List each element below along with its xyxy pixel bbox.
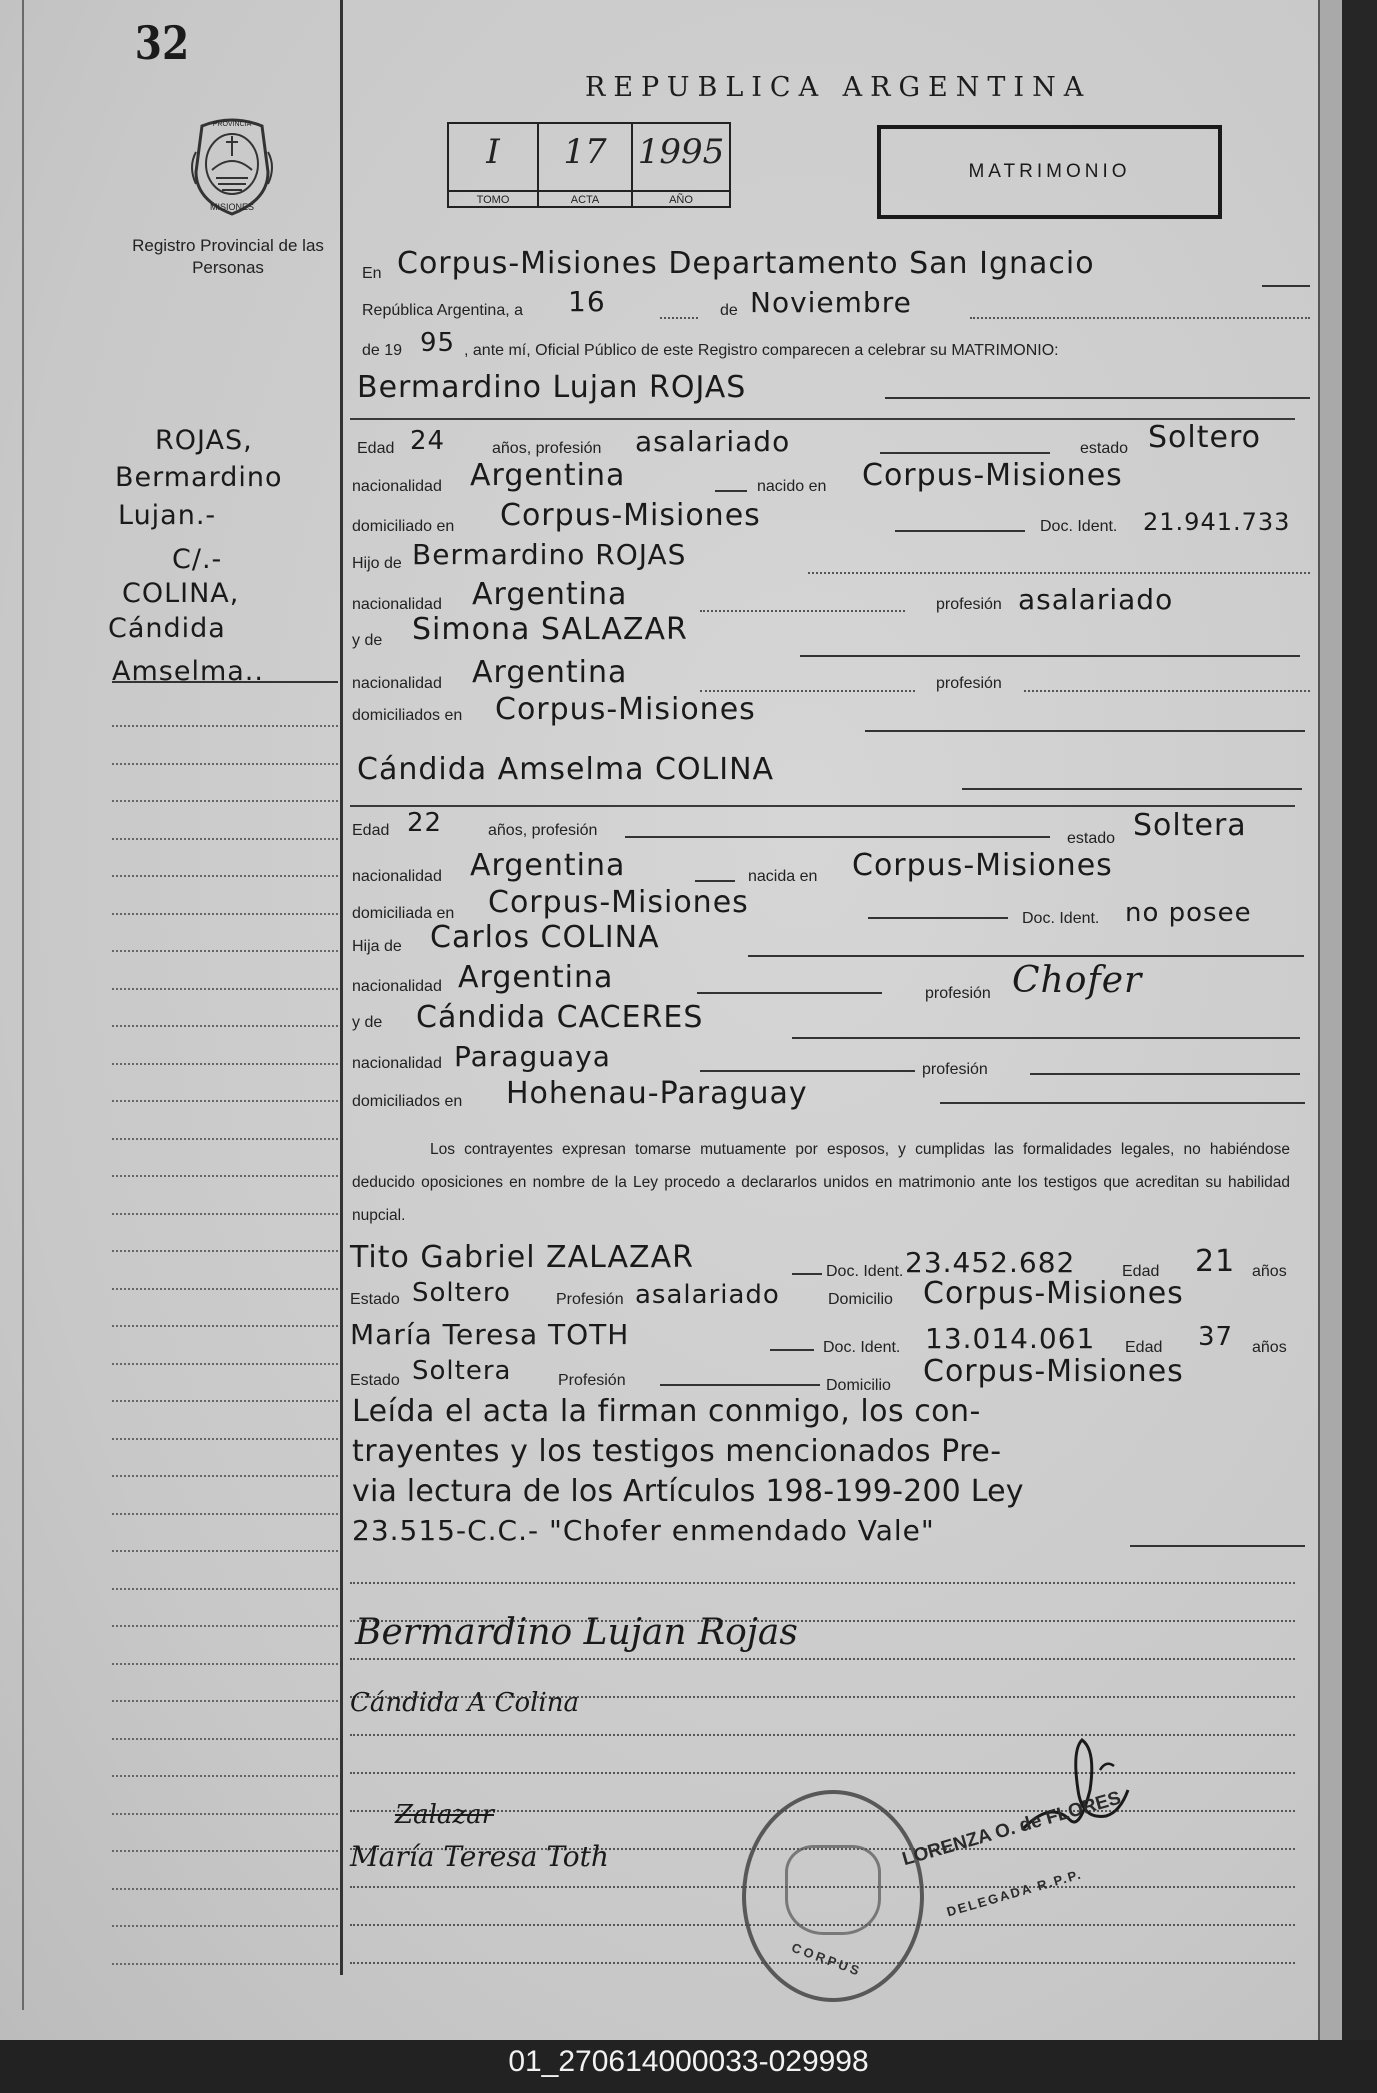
bride-nationality: Argentina: [470, 848, 626, 883]
groom-residence: Corpus-Misiones: [500, 498, 761, 533]
witness1-name: Tito Gabriel ZALAZAR: [350, 1240, 694, 1275]
stamp-officer-role: DELEGADA R.P.P.: [945, 1866, 1084, 1920]
witness2-signature: María Teresa Toth: [350, 1840, 609, 1873]
witness2-name: María Teresa TOTH: [350, 1318, 630, 1351]
margin-line: [112, 838, 338, 840]
registry-name: Registro Provincial de las Personas: [132, 236, 324, 277]
margin-note-line-3: Lujan.-: [118, 500, 217, 531]
fill-line: [1024, 690, 1310, 692]
margin-line: [112, 1400, 338, 1402]
witness2-prof-label: Profesión: [558, 1372, 626, 1389]
republic-label: República Argentina, a: [362, 302, 523, 319]
fill-line: [792, 1037, 1300, 1039]
groom-mother-nat-label: nacionalidad: [352, 675, 442, 692]
groom-father-nationality: Argentina: [472, 577, 628, 612]
fill-line: [770, 1349, 814, 1351]
column-divider: [340, 0, 343, 1975]
ano-cell: [633, 124, 729, 208]
fill-line: [700, 1070, 915, 1072]
groom-parents-res-label: domiciliados en: [352, 707, 463, 724]
margin-line: [112, 1250, 338, 1252]
fill-line: [962, 788, 1302, 790]
tomo-label: TOMO: [449, 190, 537, 206]
bride-signature: Cándida A Colina: [350, 1688, 579, 1718]
fill-line: [1130, 1545, 1305, 1547]
bride-hija-label: Hija de: [352, 938, 402, 955]
groom-father-prof-label: profesión: [936, 596, 1002, 613]
ano-value: 1995: [637, 132, 725, 172]
bride-father-profession: Chofer: [1012, 960, 1143, 1001]
fill-line: [660, 1384, 820, 1386]
bride-doc-label: Doc. Ident.: [1022, 910, 1100, 927]
witness1-doc-label: Doc. Ident.: [826, 1263, 904, 1280]
bride-domicilio-label: domiciliada en: [352, 905, 455, 922]
section-rule: [350, 805, 1295, 807]
en-label: En: [362, 265, 382, 282]
de-label: de: [720, 302, 738, 319]
fill-line: [865, 730, 1305, 732]
margin-line: [112, 950, 338, 952]
closing-note-line-1: Leída el acta la firman conmigo, los con-: [352, 1394, 981, 1429]
margin-line: [112, 1700, 338, 1702]
margin-line: [112, 1100, 338, 1102]
groom-estado-label: estado: [1080, 440, 1129, 457]
closing-note-line-4: 23.515-C.C.- "Chofer enmendado Vale": [352, 1514, 935, 1547]
ano-label: AÑO: [633, 190, 729, 206]
fill-line: [940, 1102, 1305, 1104]
bride-father-nat-label: nacionalidad: [352, 978, 442, 995]
ruled-line: [350, 1772, 1295, 1774]
stamp-officer-name: LORENZA O. de FLORES: [900, 1787, 1124, 1871]
margin-line: [112, 1175, 338, 1177]
fill-line: [970, 317, 1310, 319]
bride-estado-label: estado: [1067, 830, 1116, 847]
witness1-age: 21: [1195, 1244, 1236, 1279]
margin-line: [112, 988, 338, 990]
bride-age: 22: [407, 808, 443, 838]
margin-rule: [22, 0, 24, 2010]
groom-name: Bermardino Lujan ROJAS: [357, 370, 747, 405]
country-header: REPUBLICA ARGENTINA: [585, 72, 1092, 103]
fill-line: [1262, 285, 1310, 287]
witness1-signature: Zalazar: [395, 1800, 495, 1830]
margin-line: [112, 1475, 338, 1477]
witness2-status: Soltera: [412, 1356, 512, 1386]
margin-line: [112, 1625, 338, 1627]
witness1-status: Soltero: [412, 1278, 511, 1308]
groom-parents-residence: Corpus-Misiones: [495, 692, 756, 727]
tomo-value: I: [486, 132, 500, 172]
witness2-age: 37: [1198, 1322, 1234, 1352]
fill-line: [748, 955, 1304, 957]
margin-line: [112, 1663, 338, 1665]
witness1-estado-label: Estado: [350, 1291, 400, 1308]
groom-doc-label: Doc. Ident.: [1040, 518, 1118, 535]
margin-line: [112, 763, 338, 765]
place: Corpus-Misiones Departamento San Ignacio: [397, 246, 1095, 281]
stamp-oval-text: CORPUS: [789, 1939, 864, 1980]
margin-line: [112, 1513, 338, 1515]
day: 16: [568, 285, 606, 318]
acta-value: 17: [563, 132, 607, 172]
witness1-dom-label: Domicilio: [828, 1291, 893, 1308]
fill-line: [895, 530, 1025, 532]
groom-nationality: Argentina: [470, 458, 626, 493]
year-label: de 19: [362, 342, 403, 359]
bride-mother-nat-label: nacionalidad: [352, 1055, 442, 1072]
margin-note-line-1: ROJAS,: [155, 425, 253, 456]
margin-line: [112, 1025, 338, 1027]
groom-mother: Simona SALAZAR: [412, 612, 688, 647]
closing-note-line-3: via lectura de los Artículos 198-199-200 Ley: [352, 1474, 1024, 1509]
margin-note-line-7: Amselma..: [112, 656, 264, 687]
margin-line: [112, 1288, 338, 1290]
bride-nacionalidad-label: nacionalidad: [352, 868, 442, 885]
witness2-anos-label: años: [1252, 1339, 1287, 1356]
year: 95: [420, 328, 456, 358]
declaration-text: Los contrayentes expresan tomarse mutuamente por esposos, y cumplidas las formalidades legales, no habiéndose deducido oposiciones en nombre de la Ley procedo a declararlos unidos en matrimonio ante los testigos que acreditan su habilidad nupcial.: [352, 1141, 1290, 1224]
margin-line: [112, 1813, 338, 1815]
groom-document: 21.941.733: [1143, 508, 1291, 536]
margin-line: [112, 1963, 338, 1965]
fill-line: [880, 452, 1050, 454]
groom-father-profession: asalariado: [1018, 583, 1174, 616]
margin-note-underline: [112, 681, 338, 683]
bride-birthplace: Corpus-Misiones: [852, 848, 1113, 883]
bride-nacida-label: nacida en: [748, 868, 818, 885]
closing-note-line-2: trayentes y los testigos mencionados Pre-: [352, 1434, 1002, 1469]
margin-line: [112, 1588, 338, 1590]
groom-age: 24: [410, 426, 446, 456]
margin-note-line-2: Bermardino: [115, 462, 283, 493]
margin-line: [112, 1363, 338, 1365]
bride-status: Soltera: [1133, 808, 1247, 843]
witness2-estado-label: Estado: [350, 1372, 400, 1389]
record-type-box: MATRIMONIO: [877, 125, 1222, 219]
tomo-cell: [449, 124, 539, 208]
margin-line: [112, 913, 338, 915]
witness1-profession: asalariado: [635, 1280, 780, 1310]
bride-parents-res-label: domiciliados en: [352, 1093, 463, 1110]
margin-line: [112, 1925, 338, 1927]
witness2-dom-label: Domicilio: [826, 1377, 891, 1394]
bride-y-de-label: y de: [352, 1014, 383, 1031]
groom-y-de-label: y de: [352, 632, 383, 649]
margin-note-line-6: Cándida: [108, 613, 226, 644]
witness2-doc-label: Doc. Ident.: [823, 1339, 901, 1356]
bride-father-nationality: Argentina: [458, 960, 614, 995]
witness1-document: 23.452.682: [905, 1246, 1076, 1279]
provincial-seal-icon: [182, 112, 282, 218]
ruled-line: [350, 1734, 1295, 1736]
margin-line: [112, 1213, 338, 1215]
groom-profesion-label: años, profesión: [492, 440, 602, 457]
witness2-residence: Corpus-Misiones: [923, 1354, 1184, 1389]
fill-line: [625, 836, 1050, 838]
groom-signature: Bermardino Lujan Rojas: [355, 1612, 798, 1653]
witness1-prof-label: Profesión: [556, 1291, 624, 1308]
groom-nacionalidad-label: nacionalidad: [352, 478, 442, 495]
acta-cell: [539, 124, 633, 208]
margin-line: [112, 1138, 338, 1140]
seal-top-text: PROVINCIA: [212, 121, 252, 128]
fill-line: [695, 880, 735, 882]
groom-father: Bermardino ROJAS: [412, 538, 687, 571]
stamp-emblem-icon: [785, 1845, 881, 1935]
fill-line: [800, 655, 1300, 657]
bride-mother: Cándida CACERES: [416, 1000, 704, 1035]
fill-line: [808, 572, 1310, 574]
page-number: 32: [134, 16, 190, 70]
fill-line: [1030, 1073, 1300, 1075]
statement: , ante mí, Oficial Público de este Registro comparecen a celebrar su MATRIMONIO:: [464, 342, 1059, 359]
margin-line: [112, 1850, 338, 1852]
margin-line: [112, 875, 338, 877]
margin-line: [112, 725, 338, 727]
seal-caption: MISIONES: [209, 202, 255, 212]
margin-note-line-4: C/.-: [172, 544, 223, 575]
groom-nacido-label: nacido en: [757, 478, 827, 495]
margin-line: [112, 1063, 338, 1065]
fill-line: [792, 1273, 822, 1275]
groom-father-nat-label: nacionalidad: [352, 596, 442, 613]
groom-birthplace: Corpus-Misiones: [862, 458, 1123, 493]
groom-mother-prof-label: profesión: [936, 675, 1002, 692]
bride-mother-nationality: Paraguaya: [454, 1040, 611, 1073]
fill-line: [697, 992, 882, 994]
acta-label: ACTA: [539, 190, 631, 206]
margin-line: [112, 1550, 338, 1552]
witness1-edad-label: Edad: [1122, 1263, 1160, 1280]
bride-document: no posee: [1125, 898, 1252, 928]
fill-line: [885, 397, 1310, 399]
month: Noviembre: [750, 286, 912, 319]
fill-line: [700, 610, 905, 612]
bride-parents-residence: Hohenau-Paraguay: [506, 1076, 808, 1111]
margin-line: [112, 1775, 338, 1777]
bride-profesion-label: años, profesión: [488, 822, 598, 839]
scan-identifier: 01_270614000033-029998: [508, 2045, 869, 2078]
fill-line: [715, 490, 747, 492]
ruled-line: [350, 1658, 1295, 1660]
fill-line: [660, 317, 698, 319]
margin-line: [112, 800, 338, 802]
bride-edad-label: Edad: [352, 822, 390, 839]
groom-domicilio-label: domiciliado en: [352, 518, 455, 535]
ruled-line: [350, 1582, 1295, 1584]
record-number-box: [447, 122, 731, 208]
groom-mother-nationality: Argentina: [472, 655, 628, 690]
margin-line: [112, 1738, 338, 1740]
witness2-document: 13.014.061: [925, 1322, 1096, 1355]
bride-mother-prof-label: profesión: [922, 1061, 988, 1078]
groom-edad-label: Edad: [357, 440, 395, 457]
margin-note-line-5: COLINA,: [122, 578, 240, 609]
bride-father: Carlos COLINA: [430, 920, 660, 955]
bride-residence: Corpus-Misiones: [488, 885, 749, 920]
groom-status: Soltero: [1148, 420, 1261, 455]
fill-line: [868, 917, 1008, 919]
witness2-edad-label: Edad: [1125, 1339, 1163, 1356]
margin-line: [112, 1325, 338, 1327]
bride-father-prof-label: profesión: [925, 985, 991, 1002]
margin-line: [112, 1438, 338, 1440]
groom-profession: asalariado: [635, 425, 791, 458]
bride-name: Cándida Amselma COLINA: [357, 752, 775, 787]
book-page-edge: [1318, 0, 1342, 2040]
margin-line: [112, 1888, 338, 1890]
groom-hijo-label: Hijo de: [352, 555, 402, 572]
witness1-residence: Corpus-Misiones: [923, 1276, 1184, 1311]
witness1-anos-label: años: [1252, 1263, 1287, 1280]
